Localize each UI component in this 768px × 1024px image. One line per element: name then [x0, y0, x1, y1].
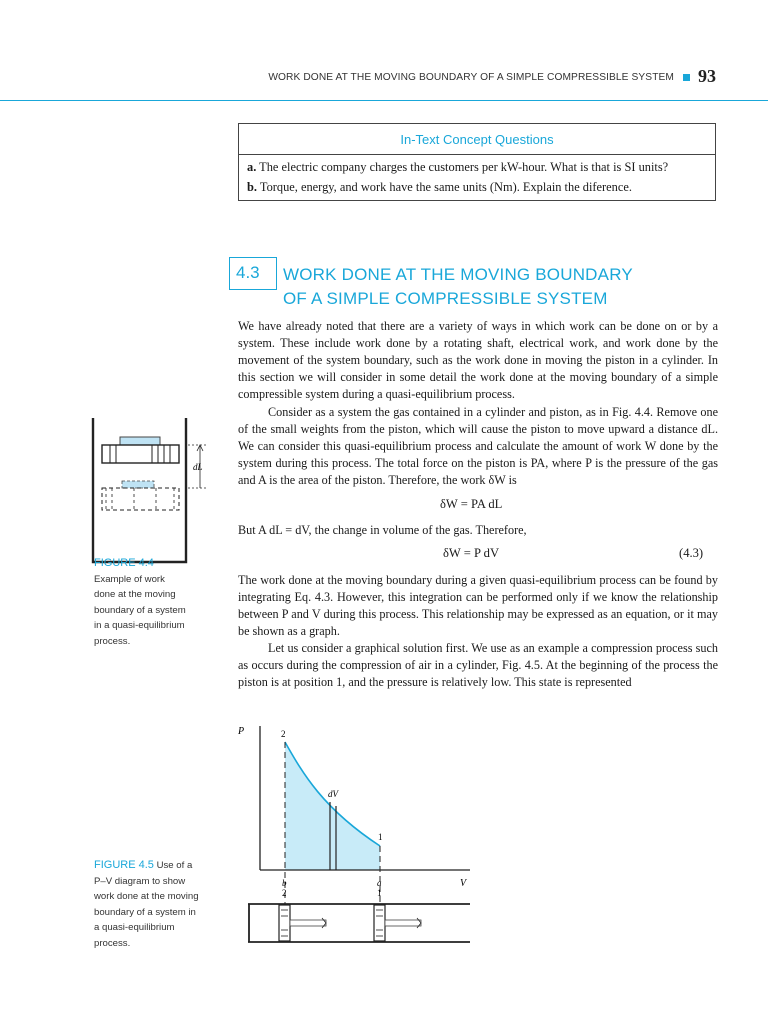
- figure-4-5-diagram: [230, 718, 480, 948]
- dv-label: dV: [328, 789, 338, 799]
- square-bullet-icon: [683, 74, 690, 81]
- paragraph-1: We have already noted that there are a variety of ways in which work can be done on or by a system. These include work done by a rotating shaft, electrical work, and work done by the movement of the system boundary, such as the work done in moving the piston in a cylinder. In this section we will consider in some detail the work done at the moving boundary of a simple compressible system during a quasi-equilibrium process.: [238, 319, 718, 402]
- question-text: The electric company charges the customers per kW-hour. What is that is SI units?: [259, 160, 669, 174]
- caption-line: Use of a: [156, 860, 193, 871]
- paragraph-5: Let us consider a graphical solution first. We use as an example a compression process such as occurs during the compression of air in a cylinder, Fig. 4.5. At the beginning of the process the piston is at position 1, and the pressure is relatively low. This state is represented: [238, 641, 718, 690]
- piston-position-1: [374, 905, 385, 941]
- piston-rod-2: [290, 920, 326, 926]
- position-2-label: 2: [282, 888, 287, 898]
- section-title-line2: OF A SIMPLE COMPRESSIBLE SYSTEM: [283, 289, 608, 308]
- state-1-label: 1: [378, 832, 383, 842]
- question-text: Torque, energy, and work have the same units (Nm). Explain the diference.: [259, 180, 632, 194]
- position-1-label: 1: [377, 888, 382, 898]
- small-weight: [120, 437, 160, 445]
- question-label: b.: [247, 180, 257, 194]
- figure-label: FIGURE 4.5: [94, 859, 154, 871]
- concept-questions-title: In-Text Concept Questions: [400, 132, 554, 147]
- piston-position-2: [279, 905, 290, 941]
- equation-4-3: δW = P dV: [443, 546, 500, 560]
- caption-line: process.: [94, 937, 131, 949]
- piston-initial-position: [102, 488, 179, 510]
- tick-label-b: b: [282, 878, 287, 888]
- paragraph-2: Consider as a system the gas contained in a cylinder and piston, as in Fig. 4.4. Remove one of the small weights from the piston, which will cause the piston to move upward a distance dL. We can consider this quasi-equilibrium process and calculate the amount of work W done by the system during this process. The total force on the piston is PA, where P is the pressure of the gas and A is the area of the piston. Therefore, the work δW is: [238, 405, 718, 488]
- concept-questions-box: [238, 123, 716, 201]
- state-2-label: 2: [281, 729, 286, 739]
- caption-line: process.: [94, 635, 131, 647]
- paragraph-3: But A dL = dV, the change in volume of the gas. Therefore,: [238, 523, 527, 537]
- caption-line: a quasi-equilibrium: [94, 922, 175, 934]
- axis-label-p: P: [238, 726, 245, 737]
- caption-line: boundary of a system: [94, 604, 186, 616]
- axis-label-v: V: [460, 878, 467, 889]
- figure-4-5-caption: [94, 858, 199, 952]
- paragraph-4: The work done at the moving boundary during a given quasi-equilibrium process can be found by integrating Eq. 4.3. However, this integration can be performed only if we know the relationship between P and V during this process. This relationship may be expressed as an equation, or it may be shown as a graph.: [238, 573, 718, 639]
- figure-label: FIGURE 4.4: [94, 557, 154, 569]
- equation-work-pa-dl: δW = PA dL: [440, 497, 503, 511]
- equation-number: (4.3): [679, 546, 704, 560]
- page-number: 93: [698, 66, 716, 86]
- piston: [102, 445, 179, 463]
- section-title: [283, 263, 633, 311]
- divider: [239, 154, 715, 155]
- caption-line: work done at the moving: [94, 891, 199, 903]
- question-a: [247, 160, 668, 175]
- section-title-line1: WORK DONE AT THE MOVING BOUNDARY: [283, 265, 633, 284]
- running-header: [0, 62, 768, 101]
- section-number: 4.3: [236, 263, 260, 282]
- caption-line: boundary of a system in: [94, 906, 196, 918]
- figure-4-4-diagram: [90, 415, 216, 565]
- caption-line: P–V diagram to show: [94, 875, 186, 887]
- question-label: a.: [247, 160, 257, 174]
- caption-line: Example of work: [94, 573, 165, 585]
- caption-line: done at the moving: [94, 589, 176, 601]
- caption-line: in a quasi-equilibrium: [94, 620, 185, 632]
- piston-rod-1: [385, 920, 421, 926]
- work-area-fill: [285, 742, 380, 870]
- question-b: [247, 180, 632, 195]
- dimension-label: dL: [193, 462, 203, 472]
- running-title: WORK DONE AT THE MOVING BOUNDARY OF A SIMPLE COMPRESSIBLE SYSTEM: [268, 72, 674, 83]
- tick-label-a: a: [377, 878, 382, 888]
- figure-4-4-caption: [94, 556, 186, 650]
- weight-initial-position: [122, 481, 154, 488]
